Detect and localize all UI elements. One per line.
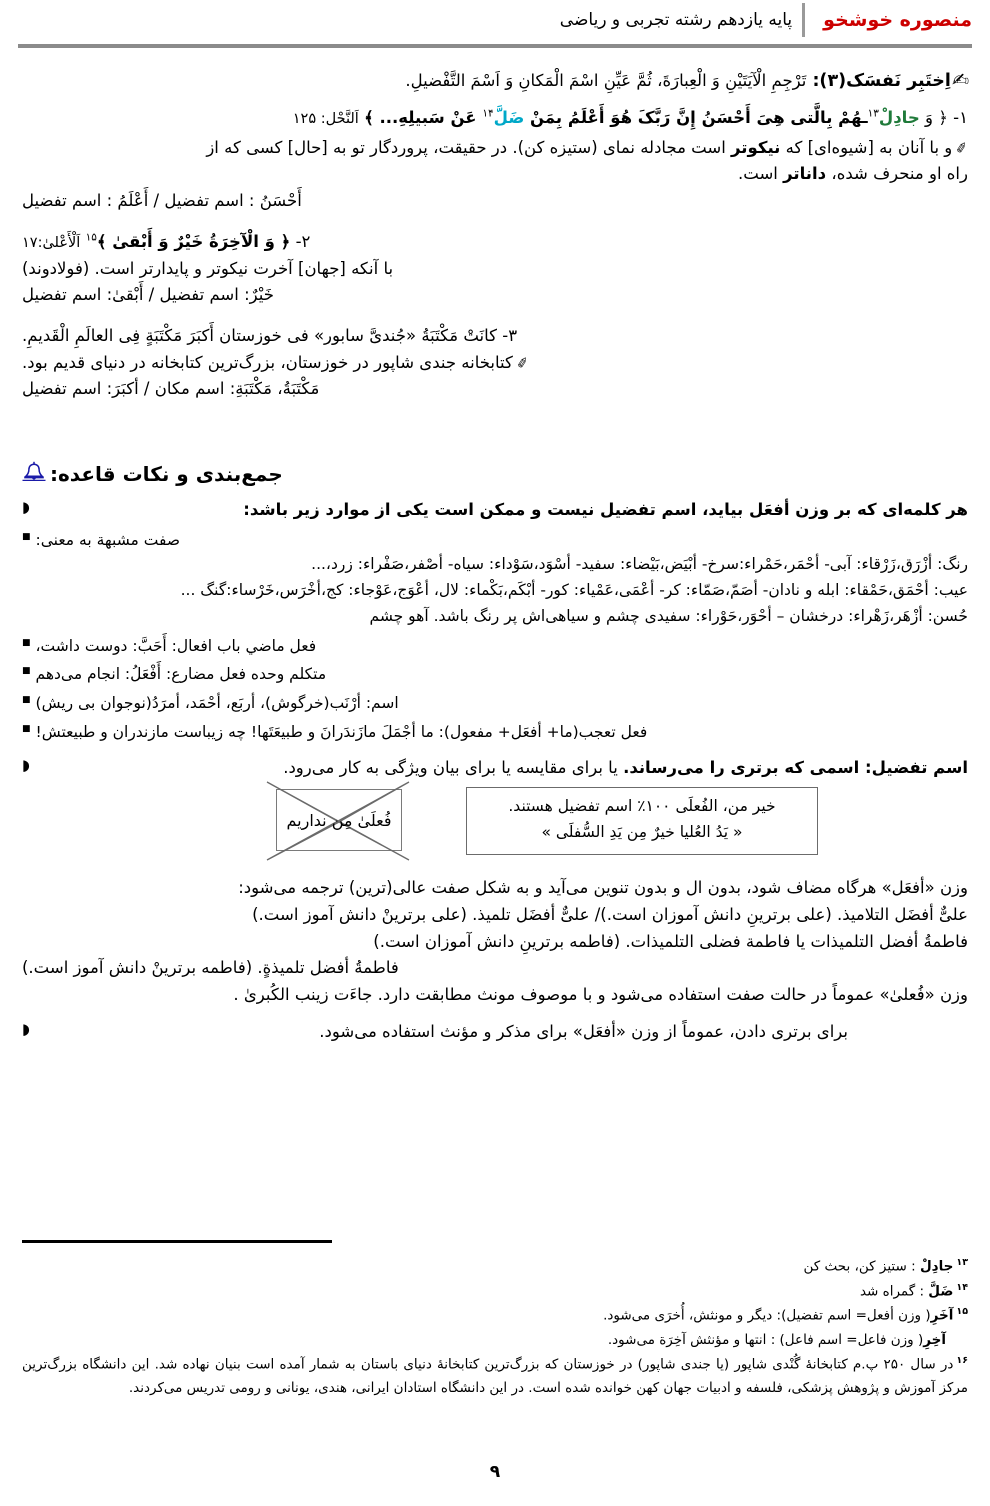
half-circle-bullet-icon: ◗ (22, 755, 30, 774)
item-1-footnote-ref-14: ۱۴ (482, 107, 494, 120)
item-1-translation (22, 135, 968, 162)
footnotes-section (22, 1240, 968, 1401)
item-2-arabic-text: ﴿ وَ الْآخِرَةُ خَیْرٌ وَ أَبْقیٰ ﴾ (96, 231, 291, 251)
tafzil-paragraph-2: فاطمةُ أفضل التلمیذات یا فاطمة فضلی التلمیذات. (فاطمه برترینِ دانش آموزان است.) (373, 931, 968, 951)
final-rule (22, 1019, 968, 1045)
footnote-15-term: آخَرِ (930, 1307, 954, 1324)
header-rule (18, 44, 972, 48)
summary-sub-item-0 (22, 528, 968, 553)
item-1-arabic-pre: ﴿ وَ (919, 108, 948, 127)
summary-sub-item-0-text: صفت مشبهة به معنی: (35, 530, 181, 549)
category-line-defect: عیب: أحْمَق،حَمْقاء: ابله و نادان- أصَمّ،صَمّاء: کر- أعْمَی،عَمْیاء: کور- أبْکَم،بَکْماء: لال، أعْوَج،عَوْجاء: کج،أخْرَس،خَرْساء:گنگ ... (180, 581, 968, 600)
pen-small-icon: ✐ (515, 354, 531, 373)
summary-sub-item-1 (22, 634, 968, 659)
summary-heading (22, 461, 968, 487)
footnote-15-text: ( وزن أفعل= اسم تفضیل): دیگر و مونثش، أُخرَی می‌شود. (603, 1307, 931, 1324)
square-bullet-icon: ■ (22, 666, 31, 677)
footnote-14-term: ضَلَّ (928, 1283, 954, 1300)
quote-box (466, 787, 818, 855)
item-2-number: ۲- (295, 231, 311, 251)
exercise-item-1 (22, 105, 968, 215)
page-header (0, 0, 990, 46)
footnote-16-number: ۱۶ (956, 1355, 968, 1367)
final-rule-text: برای برتری دادن، عموماً از وزن «أفعَل» برای مذکر و مؤنث استفاده می‌شود. (319, 1021, 848, 1041)
footnote-13-term: جادِلْ (919, 1258, 954, 1275)
footnote-14-number: ۱۴ (956, 1281, 968, 1293)
summary-main-rule-text: هر کلمه‌ای که بر وزن أفعَل بیاید، اسم تفضیل نیست و ممکن است یکی از موارد زیر باشد: (243, 500, 968, 520)
bell-icon (22, 461, 46, 487)
item-1-arabic (22, 105, 968, 132)
tafzil-paragraph-0: وزن «أفعَل» هرگاه مضاف شود، بدون ال و بدون تنوین می‌آید و به شکل صفت عالی(ترین) ترجمه می‌شود: (238, 878, 968, 898)
exercise-item-3 (22, 323, 968, 403)
category-line-color: رنگ: أزْرَق،زَرْقاء: آبی- أحْمَر،حَمْراء:سرخ- أبْیَض،بَیْضاء: سفید- أسْوَد،سَوْداء: سیاه- أصْفر،صَفْراء: زرد،... (311, 555, 968, 574)
footnote-14 (22, 1280, 968, 1304)
item-1-arabic-mid: ـهُمْ بِالَّتی هِیَ أَحْسَنُ إِنَّ رَبَّکَ هُوَ أَعْلَمُ بِمَنْ (524, 108, 868, 127)
footnote-15b (22, 1329, 968, 1352)
summary-sub-item-2 (22, 662, 968, 687)
item-2-arabic (22, 229, 968, 256)
item-3-arabic (22, 323, 968, 350)
summary-sub-item-2-text: متکلم وحده فعل مضارع: أَفْعَلُ: انجام می‌دهم (35, 665, 327, 684)
item-1-keyword-jadil: جادِلْ (878, 108, 920, 127)
exercise-instruction: تَرْجِمِ الْآیَتَیْنِ وَ الْعِبارَةَ، ثُمَّ عَیِّنِ اسْمَ الْمَکانِ وَ اَسْمَ التَّفْضیلِ. (405, 71, 807, 90)
footnote-15 (22, 1304, 968, 1328)
crossed-box-text: فُعلَیٰ مِن نداریم (286, 810, 392, 830)
item-3-number: ۳- (502, 326, 518, 346)
footnote-separator (22, 1240, 332, 1243)
item-1-number: ۱- (953, 108, 968, 127)
item-1-arabic-post: عَنْ سَبیلِهِ... ﴾ (364, 108, 483, 127)
footnote-15b-text: ( وزن فاعل= اسم فاعل) : انتها و مؤنثش آخِرَة می‌شود. (607, 1332, 924, 1349)
pen-small-icon: ✐ (954, 139, 970, 158)
square-bullet-icon: ■ (22, 723, 31, 734)
header-title: پایه یازدهم رشته تجربی و ریاضی (559, 10, 793, 30)
item-2-verse-ref: اَلْأَعْلیٰ:۱۷ (22, 234, 81, 251)
crossed-out-box (276, 789, 402, 851)
summary-sub-item-3 (22, 691, 968, 716)
tafzil-paragraph-1: علیٌّ أفضَل التلامیذ. (علی برترینِ دانش آموزان است.)/ علیٌّ أفضَل تلمیذ. (علی برترینْ دانش آموز است.) (252, 904, 968, 924)
summary-sub-item-4 (22, 720, 968, 745)
item-1-footnote-ref-13: ۱۳ (867, 107, 879, 120)
item-3-arabic-text: کانَتْ مَکْتَبَةُ «جُندیَّ سابور» فی خوزستان أَکبَرَ مَکْتَبَةٍ فِی العالَمِ الْقَدیمِ. (22, 326, 498, 346)
quote-box-line2: « یَدُ العُلیا خیرٌ مِن یَدِ السُّفلَی » (541, 823, 743, 842)
exercise-item-2 (22, 229, 968, 309)
item-3-translation-text: کتابخانه جندی شاپور در خوزستان، بزرگ‌ترین کتابخانه در دنیای قدیم بود. (22, 352, 513, 372)
item-1-translation-line2: راه او منحرف شده، داناتر است. (738, 164, 968, 184)
footnote-13-text: : ستیز کن، بحث کن (803, 1258, 920, 1275)
footnote-16 (22, 1353, 968, 1400)
tafzil-rule (22, 755, 968, 781)
footnote-15-number: ۱۵ (956, 1306, 968, 1318)
footnote-14-text: : گمراه شد (859, 1283, 929, 1300)
tafzil-paragraph-4: وزن «فُعلیٰ» عموماً در حالت صفت استفاده می‌شود و با موصوف مونث مطابقت دارد. جاءَت زینب الکُبریٰ . (233, 984, 968, 1004)
item-1-analysis: أَحْسَنُ : اسم تفضیل / أَعْلَمُ : اسم تفضیل (22, 191, 302, 211)
item-1-translation-line2-wrap (22, 161, 968, 188)
header-divider (802, 3, 805, 37)
page-number: ۹ (489, 1462, 501, 1482)
item-2-analysis: خَیْرٌ: اسم تفضیل / أَبْقیٰ: اسم تفضیل (22, 285, 274, 305)
item-1-verse-ref: اَلنَّحْل: ۱۲۵ (292, 111, 359, 127)
quote-box-line1: خیر من، الفُعلَی ۱۰۰٪ اسم تفضیل هستند. (508, 797, 776, 816)
item-2-footnote-ref-15: ۱۵ (85, 231, 97, 244)
summary-sub-item-3-text: اسم: أرْنَب(خرگوش)، أربَع، أحْمَد، أمرَدُ(نوجوان بی ریش) (35, 694, 399, 713)
summary-main-rule (22, 497, 968, 523)
item-1-keyword-dalla: ضَلَّ (493, 108, 525, 127)
document-body (22, 70, 968, 1045)
half-circle-bullet-icon: ◗ (22, 498, 30, 517)
footnote-15b-term: آخِرِ (923, 1332, 946, 1349)
summary-heading-text: جمع‌بندی و نکات قاعده: (50, 462, 283, 487)
square-bullet-icon: ■ (22, 695, 31, 706)
half-circle-bullet-icon: ◗ (22, 1019, 30, 1038)
item-2-translation: با آنکه [جهان] آخرت نیکوتر و پایدارتر است. (فولادوند) (22, 258, 394, 278)
footnote-13 (22, 1255, 968, 1279)
square-bullet-icon: ■ (22, 531, 31, 542)
footnote-16-text: در سال ۲۵۰ پ.م کتابخانۀ گُنْدی شاپور (یا جندی شاپور) در خوزستان که بزرگ‌ترین کتابخانۀ دنیای باستان به شمار آمده است بنیان نهاده شد. این دانشگاه بزرگ‌ترین مرکز آموزش و پژوهش پزشکی، فلسفه و ادبیات جهان کهن خوانده شده است. در این دانشگاه استادان ایرانی، هندی، یونانی و رومی تدریس می‌کردند. (22, 1356, 968, 1397)
header-author: منصوره خوشخو (823, 9, 972, 31)
summary-sub-item-1-text: فعل ماضي باب افعال: أَحَبَّ: دوست داشت، (35, 636, 317, 655)
item-3-translation (22, 350, 968, 377)
pen-icon: ✍ (951, 70, 970, 91)
footnote-13-number: ۱۳ (956, 1257, 968, 1268)
summary-sub-item-4-text: فعل تعجب(ما+ أفعَل+ مفعول): ما أجْمَلَ مازَندَرانَ و طبیعَتَها! چه زیباست مازندران و طبیعتش! (35, 722, 648, 741)
exercise-label: اِختَبِر نَفسَک(۳): (812, 71, 951, 91)
category-line-beauty: حُسن: أزْهَر،زَهْراء: درخشان – أحْوَر،حَوْراء: سفیدی چشم و سیاهی‌اش پر رنگ باشد. آهو چشم (369, 606, 968, 625)
square-bullet-icon: ■ (22, 637, 31, 648)
tafzil-paragraph-3: فاطمةُ أفضل تلمیذةٍ. (فاطمه برترینْ دانش آموز است.) (22, 958, 399, 978)
exercise-heading (22, 70, 968, 91)
item-3-analysis: مَکْتَبَةُ، مَکْتَبَةِ: اسم مکان / أکبَرَ: اسم تفضیل (22, 379, 320, 399)
item-1-translation-line1: و با آنان به [شیوه‌ای] که نیکوتر است مجادله نمای (ستیزه کن). در حقیقت، پروردگار تو به [حال] کسی که از (206, 137, 953, 157)
tafzil-rule-text: اسم تفضیل: اسمی که برتری را می‌رساند. یا برای مقایسه یا برای بیان ویژگی به کار می‌رود. (283, 757, 968, 777)
boxes-row (22, 787, 968, 871)
